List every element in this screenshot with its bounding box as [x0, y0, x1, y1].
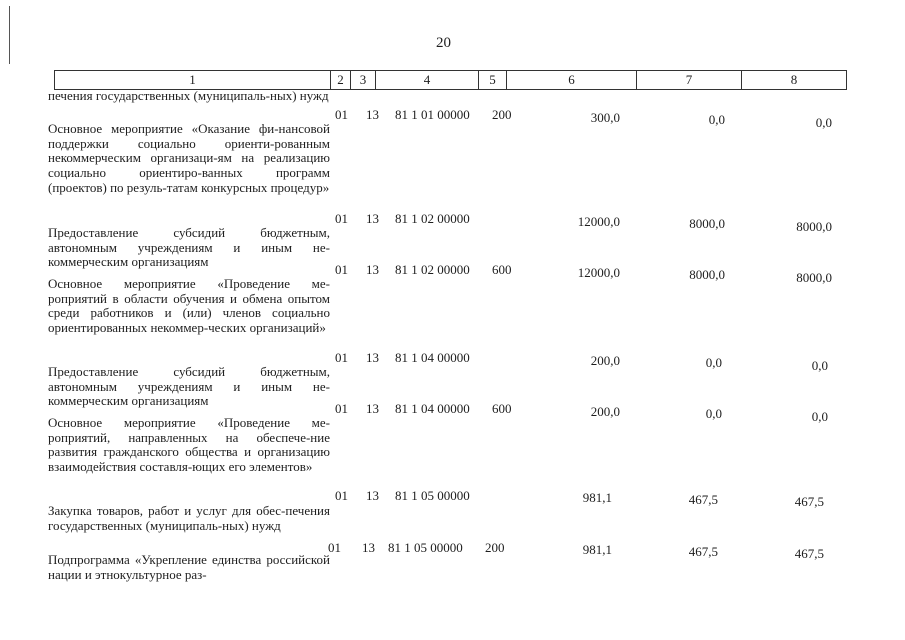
amount-year-2: 0,0: [708, 112, 725, 127]
page-number: 20: [436, 35, 451, 51]
section-code: 01: [335, 262, 348, 277]
column-header-1: 1: [55, 71, 331, 90]
row-description: Основное мероприятие «Проведение ме-роприятий в области обучения и обмена опытом среди работников и (или) членов социально ориентированных некоммер-ческих организаций»: [48, 276, 330, 336]
amount-year-1: 12000,0: [577, 214, 620, 229]
amount-year-2: 467,5: [688, 492, 718, 507]
amount-year-3: 0,0: [811, 409, 828, 424]
section-code: 01: [335, 350, 348, 365]
left-margin-mark: [9, 6, 10, 64]
amount-year-1: 200,0: [590, 404, 620, 419]
amount-year-1: 981,1: [582, 490, 612, 505]
amount-year-2: 8000,0: [689, 267, 725, 282]
target-article-code: 81 1 04 00000: [395, 350, 470, 365]
section-code: 01: [328, 540, 341, 555]
column-header-6: 6: [507, 71, 637, 90]
amount-year-2: 0,0: [705, 355, 722, 370]
target-article-code: 81 1 02 00000: [395, 262, 470, 277]
expense-type-code: 200: [492, 107, 512, 122]
subsection-code: 13: [366, 350, 379, 365]
row-description: Предоставление субсидий бюджетным, автономным учреждениям и иным не-коммерческим организациям: [48, 225, 330, 270]
subsection-code: 13: [366, 107, 379, 122]
amount-year-2: 0,0: [705, 406, 722, 421]
section-code: 01: [335, 211, 348, 226]
amount-year-2: 467,5: [688, 544, 718, 559]
amount-year-1: 300,0: [590, 110, 620, 125]
target-article-code: 81 1 05 00000: [395, 488, 470, 503]
expense-type-code: 600: [492, 401, 512, 416]
subsection-code: 13: [366, 262, 379, 277]
target-article-code: 81 1 04 00000: [395, 401, 470, 416]
row-description: Подпрограмма «Укрепление единства российской нации и этнокультурное раз-: [48, 552, 330, 582]
target-article-code: 81 1 02 00000: [395, 211, 470, 226]
row-description: печения государственных (муниципаль-ных) нужд: [48, 88, 329, 103]
target-article-code: 81 1 01 00000: [395, 107, 470, 122]
row-description: Основное мероприятие «Оказание фи-нансовой поддержки социально ориенти-рованным некоммерческим организаци-ям на реализацию социально ориентиро-ванных программ (проектов) по резуль-татам конкурсных процедур»: [48, 121, 330, 195]
amount-year-1: 12000,0: [577, 265, 620, 280]
expense-type-code: 200: [485, 540, 505, 555]
subsection-code: 13: [366, 488, 379, 503]
expense-type-code: 600: [492, 262, 512, 277]
section-code: 01: [335, 401, 348, 416]
column-header-3: 3: [351, 71, 376, 90]
amount-year-3: 467,5: [794, 494, 824, 509]
section-code: 01: [335, 488, 348, 503]
column-header-2: 2: [331, 71, 351, 90]
amount-year-1: 200,0: [590, 353, 620, 368]
amount-year-3: 467,5: [794, 546, 824, 561]
column-header-table: [54, 70, 847, 90]
row-description: Предоставление субсидий бюджетным, автономным учреждениям и иным не-коммерческим организациям: [48, 364, 330, 409]
column-header-7: 7: [637, 71, 742, 90]
subsection-code: 13: [366, 211, 379, 226]
column-header-8: 8: [742, 71, 847, 90]
amount-year-1: 981,1: [582, 542, 612, 557]
subsection-code: 13: [362, 540, 375, 555]
section-code: 01: [335, 107, 348, 122]
target-article-code: 81 1 05 00000: [388, 540, 463, 555]
amount-year-3: 0,0: [811, 358, 828, 373]
row-description: Закупка товаров, работ и услуг для обес-печения государственных (муниципаль-ных) нужд: [48, 503, 330, 533]
amount-year-2: 8000,0: [689, 216, 725, 231]
column-header-4: 4: [376, 71, 479, 90]
amount-year-3: 8000,0: [796, 270, 832, 285]
amount-year-3: 8000,0: [796, 219, 832, 234]
column-header-5: 5: [479, 71, 507, 90]
amount-year-3: 0,0: [815, 115, 832, 130]
subsection-code: 13: [366, 401, 379, 416]
row-description: Основное мероприятие «Проведение ме-роприятий, направленных на обеспече-ние развития гражданского общества и организацию взаимодействия составля-ющих его элементов»: [48, 415, 330, 475]
